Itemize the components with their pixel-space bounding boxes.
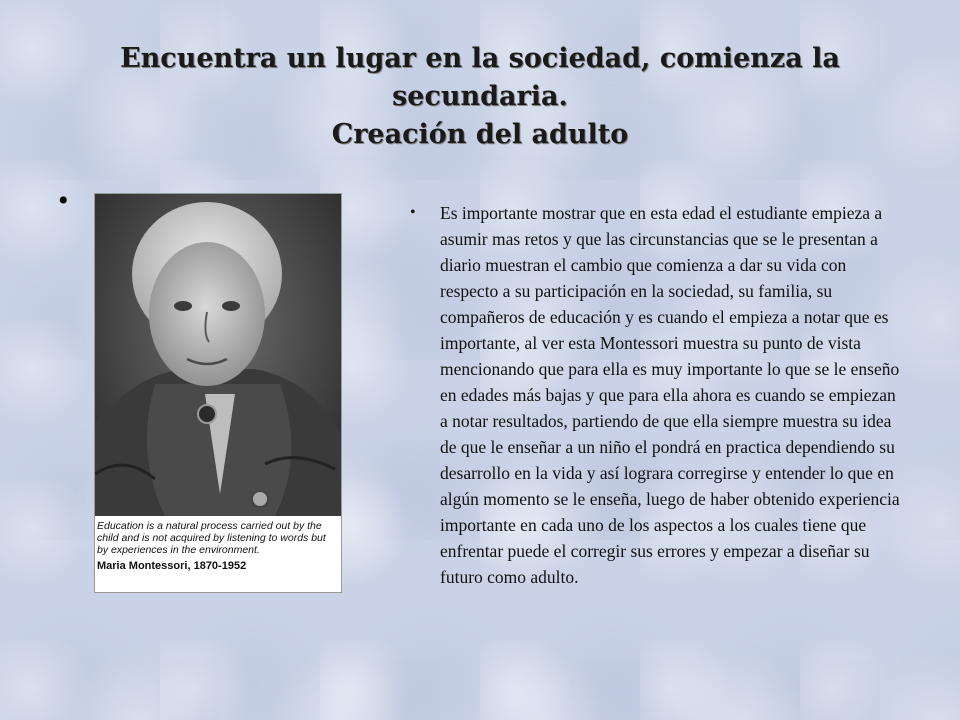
title-line-3: Creación del adulto bbox=[331, 119, 629, 150]
empty-bullet: • bbox=[58, 184, 69, 217]
slide-title bbox=[60, 40, 900, 154]
photo-caption bbox=[97, 520, 339, 572]
title-line-1: Encuentra un lugar en la sociedad, comienza la bbox=[120, 43, 840, 74]
portrait-image bbox=[95, 194, 341, 516]
caption-quote: Education is a natural process carried out by the child and is not acquired by listening to words but by experiences in the environment. bbox=[97, 520, 326, 556]
caption-author: Maria Montessori, 1870-1952 bbox=[97, 560, 247, 572]
title-line-2: secundaria. bbox=[392, 81, 568, 112]
montessori-photo bbox=[94, 193, 342, 593]
body-text-list bbox=[410, 200, 900, 590]
body-paragraph: • Es importante mostrar que en esta edad el estudiante empieza a asumir mas retos y que las circunstancias que se le presentan a diario muestran el cambio que comienza a dar su vida con respecto a su participación en la sociedad, su familia, su compañeros de educación y es cuando el empieza a notar que es importante, al ver esta Montessori muestra su punto de vista mencionando que para ella es muy importante lo que se le enseño en edades más bajas y que para ella ahora es cuando se empiezan a notar resultados, partiendo de que ella siempre muestra su idea de que le enseñar a un niño el pondrá en practica dependiendo su desarrollo en la vida y así lograra corregirse y entender lo que en algún momento se le enseña, luego de haber obtenido experiencia importante en cada uno de los aspectos a los cuales tiene que enfrentar puede el corregir sus errores y empezar a diseñar su futuro como adulto. bbox=[410, 200, 900, 590]
